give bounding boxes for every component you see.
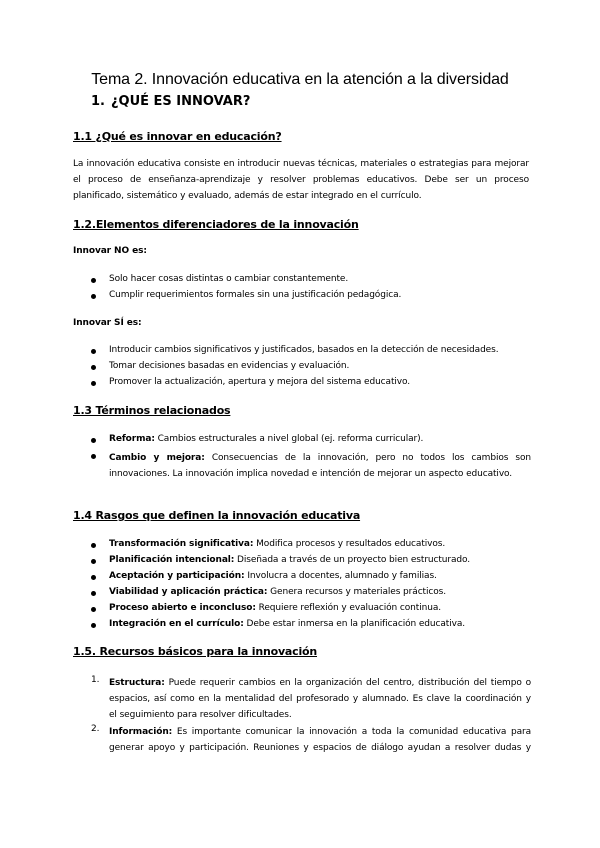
paragraph-line: La innovación educativa consiste en introducir nuevas técnicas, materiales o estrategias para mejorar: [73, 159, 529, 169]
bullet-icon: [91, 438, 96, 443]
term-label: Reforma:: [109, 434, 155, 444]
bullet-icon: [91, 381, 96, 386]
paragraph-line: planificado, sistemático y evaluado, además de estar integrado en el currículo.: [73, 191, 422, 201]
term-label: Estructura:: [109, 678, 165, 688]
term-label: Cambio y mejora:: [109, 453, 205, 463]
term-label: Información:: [109, 727, 173, 737]
document-title: Tema 2. Innovación educativa en la atención a la diversidad: [91, 71, 509, 88]
bullet-icon: [91, 278, 96, 283]
heading-1-3: 1.3 Términos relacionados: [73, 404, 231, 417]
heading-1-2: 1.2.Elementos diferenciadores de la innovación: [73, 218, 359, 231]
section-1-heading: [91, 94, 250, 109]
bullet-icon: [91, 591, 96, 596]
item-number: 1.: [91, 675, 100, 685]
paragraph-1-1: [73, 156, 529, 204]
item-number: 2.: [91, 724, 100, 734]
bullet-icon: [91, 365, 96, 370]
bullet-icon: [91, 575, 96, 580]
bullet-icon: [91, 559, 96, 564]
bullet-icon: [91, 294, 96, 299]
bullet-icon: [91, 623, 96, 628]
innovar-no-label: Innovar NO es:: [73, 246, 147, 256]
heading-1-1: 1.1 ¿Qué es innovar en educación?: [73, 130, 282, 143]
heading-1-4: 1.4 Rasgos que definen la innovación educativa: [73, 509, 361, 522]
document-page: Tema 2. Innovación educativa en la atención a la diversidad 1. ¿QUÉ ES INNOVAR? 1.1 ¿Qué es innovar en educación? La innovación educativa consiste en introducir nuevas técnicas, materiales o estrategias para mejorar el proceso de enseñanza-aprendizaje y resolver problemas educativos. Debe ser un proceso planificado, sistemático y evaluado, además de estar integrado en el currículo. 1.2.Elementos diferenciadores de la innovación Innovar NO es: Solo hacer cosas distintas o cambiar constantemente. Cumplir requerimientos formales sin una justificación pedagógica. Innovar SÍ es: Introducir cambios significativos y justificados, basados en la detección de necesidades. Tomar decisiones basadas en evidencias y evaluación. Promover la actualización, apertura y mejora del sistema educativo. 1.3 Términos relacionados Reforma: Cambios estructurales a nivel global (ej. reforma curricular). Cambio y mejora: Consecuencias de la innovación, pero no todos los cambios son innovaciones. La innovación implica novedad e intención de mejorar un aspecto educativo. 1.4 Rasgos que definen la innovación educativa Transformación significativa: Modifica procesos y resultados educativos. Planificación intencional: Diseñada a través de un proyecto bien estructurado. Aceptación y participación: Involucra a docentes, alumnado y familias. Viabilidad y aplicación práctica: Genera recursos y materiales prácticos. Proceso abierto e inconcluso: Requiere reflexión y evaluación continua. Integración en el currículo: Debe estar inmersa en la planificación educativa. 1.5. Recursos básicos para la innovación 1. Estructura: Puede requerir cambios en la organización del centro, distribución del tiempo o espacios, así como en la mentalidad del profesorado y alumnado. Es clave la coordinación y el seguimiento para resolver dificultades. 2. Información: Es importante comunicar la innovación a toda la comunidad educativa para generar apoyo y participación. Reuniones y espacios de diálogo ayudan a resolver dudas y: [0, 0, 600, 848]
bullet-icon: [91, 349, 96, 354]
innovar-si-label: Innovar SÍ es:: [73, 318, 142, 328]
section-1-title: ¿QUÉ ES INNOVAR?: [110, 94, 251, 109]
bullet-icon: [91, 454, 96, 459]
section-1-number: 1.: [91, 94, 105, 109]
bullet-icon: [91, 607, 96, 612]
heading-1-5: 1.5. Recursos básicos para la innovación: [73, 645, 318, 658]
paragraph-line: el proceso de enseñanza-aprendizaje y resolver problemas educativos. Debe ser un proceso: [73, 175, 529, 185]
bullet-icon: [91, 543, 96, 548]
